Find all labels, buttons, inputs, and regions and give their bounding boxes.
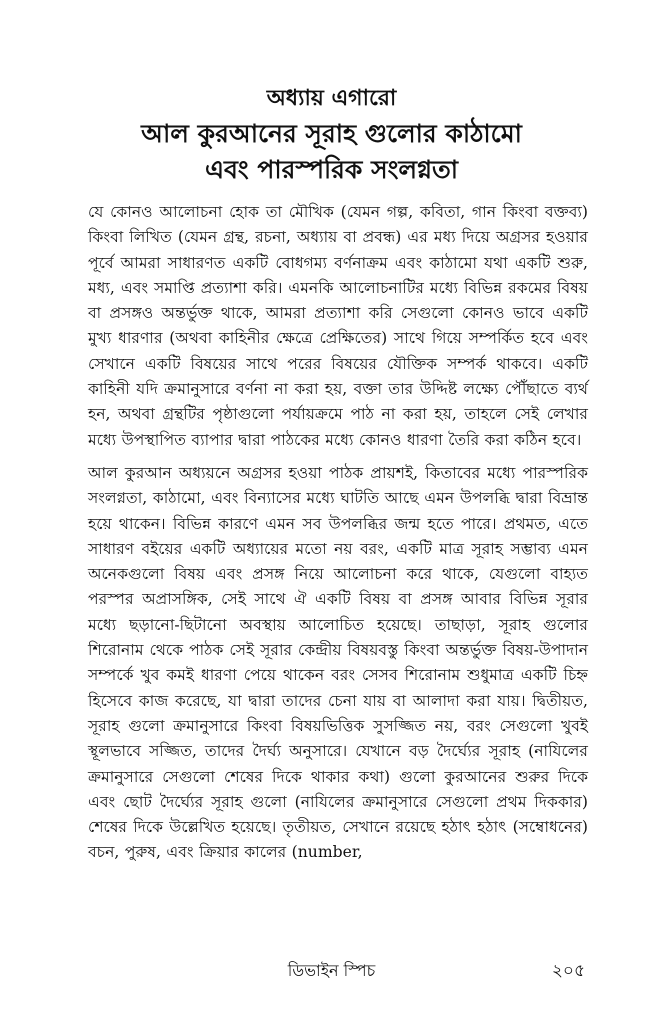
chapter-heading [60,82,603,188]
page-footer [0,956,663,986]
paragraph-1: যে কোনও আলোচনা হোক তা মৌখিক (যেমন গল্প, কবিতা, গান কিংবা বক্তব্য) কিংবা লিখিত (যেমন গ্রন্থ, রচনা, অধ্যায় বা প্রবন্ধ) এর মধ্য দিয়ে অগ্রসর হওয়ার পূর্বে আমরা সাধারণত একটি বোধগম্য বর্ণনাক্রম এবং কাঠামো যথা একটি শুরু, মধ্য, এবং সমাপ্তি প্রত্যাশা করি। এমনকি আলোচনাটির মধ্যে বিভিন্ন রকমের বিষয় বা প্রসঙ্গও অন্তর্ভুক্ত থাকে, আমরা প্রত্যাশা করি সেগুলো কোনও ভাবে একটি মুখ্য ধারণার (অথবা কাহিনীর ক্ষেত্রে প্রেক্ষিতের) সাথে গিয়ে সম্পর্কিত হবে এবং সেখানে একটি বিষয়ের সাথে পরের বিষয়ের যৌক্তিক সম্পর্ক থাকবে। একটি কাহিনী যদি ক্রমানুসারে বর্ণনা না করা হয়, বক্তা তার উদ্দিষ্ট লক্ষ্যে পৌঁছাতে ব্যর্থ হন, অথবা গ্রন্থটির পৃষ্ঠাগুলো পর্যায়ক্রমে পাঠ না করা হয়, তাহলে সেই লেখার মধ্যে উপস্থাপিত ব্যাপার দ্বারা পাঠকের মধ্যে কোনও ধারণা তৈরি করা কঠিন হবে। [88,203,588,449]
page-number: ২০৫ [551,961,585,981]
body-text [88,200,588,866]
chapter-title-line-1: আল কুরআনের সূরাহ গুলোর কাঠামো [141,119,522,148]
chapter-title-line-2: এবং পারস্পরিক সংলগ্নতা [204,155,459,184]
chapter-number: অধ্যায় এগারো [266,86,397,111]
paragraph-2: আল কুরআন অধ্যয়নে অগ্রসর হওয়া পাঠক প্রায়শই, কিতাবের মধ্যে পারস্পরিক সংলগ্নতা, কাঠামো, এবং বিন্যাসের মধ্যে ঘাটতি আছে এমন উপলব্ধি দ্বারা বিভ্রান্ত হয়ে থাকেন। বিভিন্ন কারণে এমন সব উপলব্ধির জন্ম হতে পারে। প্রথমত, এতে সাধারণ বইয়ের একটি অধ্যায়ের মতো নয় বরং, একটি মাত্র সূরাহ সম্ভাব্য এমন অনেকগুলো বিষয় এবং প্রসঙ্গ নিয়ে আলোচনা করে থাকে, যেগুলো বাহ্যত পরস্পর অপ্রাসঙ্গিক, সেই সাথে ঐ একটি বিষয় বা প্রসঙ্গ আবার বিভিন্ন সূরার মধ্যে ছড়ানো-ছিটানো অবস্থায় আলোচিত হয়েছে। তাছাড়া, সূরাহ গুলোর শিরোনাম থেকে পাঠক সেই সূরার কেন্দ্রীয় বিষয়বস্তু কিংবা অন্তর্ভুক্ত বিষয়-উপাদান সম্পর্কে খুব কমই ধারণা পেয়ে থাকেন বরং সেসব শিরোনাম শুধুমাত্র একটি চিহ্ন হিসেবে কাজ করেছে, যা দ্বারা তাদের চেনা যায় বা আলাদা করা যায়। দ্বিতীয়ত, সূরাহ গুলো ক্রমানুসারে কিংবা বিষয়ভিত্তিক সুসজ্জিত নয়, বরং সেগুলো খুবই স্থূলভাবে সজ্জিত, তাদের দৈর্ঘ্য অনুসারে। যেখানে বড় দৈর্ঘ্যের সূরাহ (নাযিলের ক্রমানুসারে সেগুলো শেষের দিকে থাকার কথা) গুলো কুরআনের শুরুর দিকে এবং ছোট দৈর্ঘ্যের সূরাহ গুলো (নাযিলের ক্রমানুসারে সেগুলো প্রথম দিককার) শেষের দিকে উল্লেখিত হয়েছে। তৃতীয়ত, সেখানে রয়েছে হঠাৎ হঠাৎ (সম্বোধনের) বচন, পুরুষ, এবং ক্রিয়ার কালের (number, [88,463,588,862]
running-footer-title: ডিভাইন স্পিচ [287,961,376,980]
